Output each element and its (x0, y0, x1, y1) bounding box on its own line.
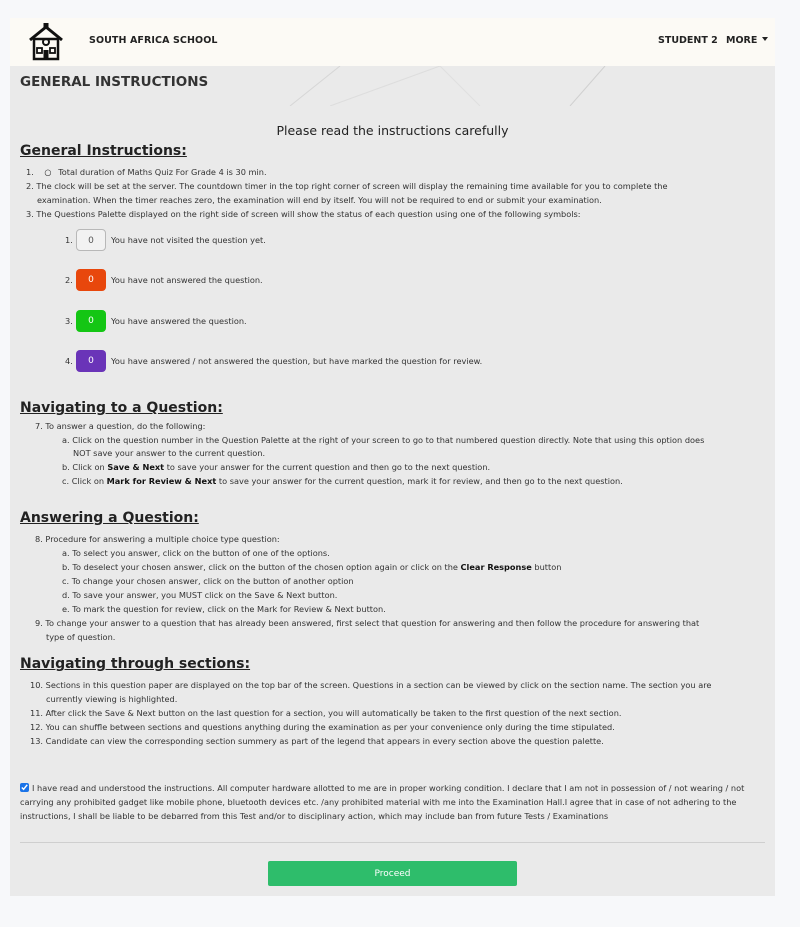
student-name: STUDENT 2 (658, 35, 718, 46)
instruction-1 (26, 167, 267, 178)
divider (20, 842, 765, 843)
instruction-9-line-2: type of question. (46, 632, 116, 642)
agreement-text[interactable]: I have read and understood the instructions. All computer hardware allotted to me are in proper working condition. I declare that I am not in possession of / not wearing / not carrying any prohibited gadget like mobile phone, bluetooth devices etc. /any prohibited material with me into the Examination Hall.I agree that in case of not adhering to the instructions, I shall be liable to be debarred from this Test and/or to disciplinary action, which may include ban from future Tests / Examinations (20, 783, 745, 821)
instruction-11: 11. After click the Save & Next button on the last question for a section, you will automatically be taken to the first question of the next section. (30, 708, 622, 718)
answered-symbol: 0 (76, 310, 106, 332)
instruction-7b-pre: b. Click on (62, 462, 108, 472)
bullet-icon: ○ (44, 167, 52, 177)
not-visited-symbol: 0 (76, 229, 106, 251)
instruction-7c-bold: Mark for Review & Next (106, 476, 217, 486)
school-name: SOUTH AFRICA SCHOOL (89, 35, 218, 46)
instruction-8: 8. Procedure for answering a multiple choice type question: (35, 534, 280, 544)
instruction-1-text: Total duration of Maths Quiz For Grade 4 is 30 min. (58, 167, 267, 177)
symbol-1-number: 1. (65, 235, 73, 245)
instruction-13: 13. Candidate can view the corresponding section summery as part of the legend that appears in every section above the question palette. (30, 736, 604, 746)
instruction-7b-post: to save your answer for the current question and then go to the next question. (164, 462, 491, 472)
symbol-1-text: You have not visited the question yet. (111, 235, 266, 245)
instruction-2-line-1: 2. The clock will be set at the server. The countdown timer in the top right corner of screen will display the remaining time available for you to complete the (26, 181, 668, 191)
instruction-8b-pre: b. To deselect your chosen answer, click on the button of the chosen option again or click on the (62, 562, 461, 572)
please-read-heading: Please read the instructions carefully (276, 123, 509, 138)
not-answered-symbol: 0 (76, 269, 106, 291)
instruction-12: 12. You can shuffle between sections and questions anything during the examination as per your convenience only during the time stipulated. (30, 722, 615, 732)
symbol-4-text: You have answered / not answered the question, but have marked the question for review. (111, 356, 483, 366)
instruction-8b-post: button (531, 562, 562, 572)
instruction-7a-line-1: a. Click on the question number in the Question Palette at the right of your screen to go to that numbered question directly. Note that using this option does (62, 435, 705, 445)
symbol-4-number: 4. (65, 356, 73, 366)
instruction-7b (62, 462, 490, 473)
proceed-button[interactable]: Proceed (268, 861, 517, 886)
instruction-7c-pre: c. Click on (62, 476, 107, 486)
more-label: MORE (726, 35, 758, 46)
instruction-7: 7. To answer a question, do the following: (35, 421, 206, 431)
instruction-1-number: 1. (26, 167, 34, 177)
instructions-panel (10, 66, 775, 896)
instruction-7a-line-2: NOT save your answer to the current question. (73, 448, 266, 458)
instruction-7c-post: to save your answer for the current question, mark it for review, and then go to the next question. (216, 476, 623, 486)
instruction-8c: c. To change your chosen answer, click on the button of another option (62, 576, 354, 586)
marked-for-review-symbol: 0 (76, 350, 106, 372)
instruction-2-line-2: examination. When the timer reaches zero, the examination will end by itself. You will not be required to end or submit your examination. (37, 195, 602, 205)
instruction-8b (62, 562, 561, 573)
page-title: GENERAL INSTRUCTIONS (20, 74, 209, 90)
caret-down-icon (762, 37, 768, 41)
instruction-9-line-1: 9. To change your answer to a question that has already been answered, first select that question for answering and then follow the procedure for answering that (35, 618, 700, 628)
navigating-sections-heading: Navigating through sections: (20, 656, 251, 672)
agreement-block (20, 781, 772, 823)
instruction-8b-bold: Clear Response (460, 562, 532, 572)
agreement-checkbox[interactable] (20, 783, 29, 792)
instruction-8e: e. To mark the question for review, click on the Mark for Review & Next button. (62, 604, 386, 614)
answering-question-heading: Answering a Question: (20, 510, 199, 526)
symbol-2-number: 2. (65, 275, 73, 285)
general-instructions-heading: General Instructions: (20, 143, 187, 159)
symbol-3-text: You have answered the question. (111, 316, 247, 326)
symbol-3-number: 3. (65, 316, 73, 326)
instruction-7b-bold: Save & Next (107, 462, 165, 472)
symbol-2-text: You have not answered the question. (111, 275, 263, 285)
navigating-question-heading: Navigating to a Question: (20, 400, 223, 416)
school-icon (26, 23, 66, 61)
instruction-8d: d. To save your answer, you MUST click on the Save & Next button. (62, 590, 338, 600)
top-bar (10, 18, 775, 66)
more-menu[interactable] (726, 35, 768, 46)
instruction-10-line-2: currently viewing is highlighted. (46, 694, 178, 704)
instruction-10-line-1: 10. Sections in this question paper are displayed on the top bar of the screen. Questions in a section can be viewed by click on the section name. The section you are (30, 680, 712, 690)
instruction-3: 3. The Questions Palette displayed on the right side of screen will show the status of each question using one of the following symbols: (26, 209, 581, 219)
instruction-7c (62, 476, 623, 487)
instruction-8a: a. To select you answer, click on the button of one of the options. (62, 548, 330, 558)
